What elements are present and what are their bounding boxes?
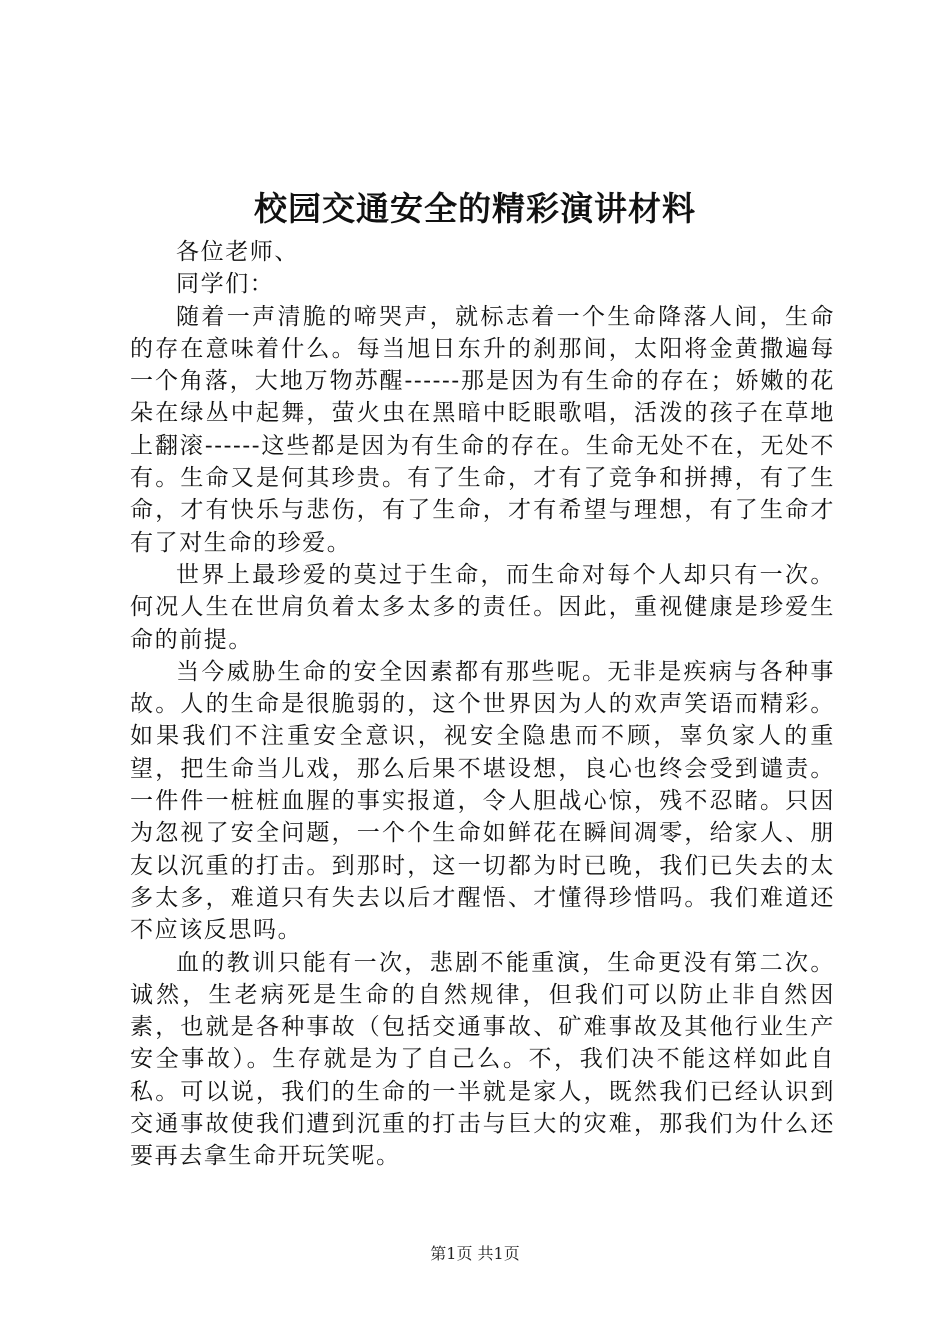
- body-paragraph-4: 血的教训只能有一次，悲剧不能重演，生命更没有第二次。诚然，生老病死是生命的自然规律，但我们可以防止非自然因素，也就是各种事故（包括交通事故、矿难事故及其他行业生产安全事故）。生存就是为了自己么。不，我们决不能这样如此自私。可以说，我们的生命的一半就是家人，既然我们已经认识到交通事故使我们遭到沉重的打击与巨大的灾难，那我们为什么还要再去拿生命开玩笑呢。: [130, 949, 835, 1170]
- body-paragraph-2: 世界上最珍爱的莫过于生命，而生命对每个人却只有一次。何况人生在世肩负着太多太多的责任。因此，重视健康是珍爱生命的前提。: [130, 561, 835, 653]
- document-body: [130, 236, 835, 1173]
- greeting-line-1: 各位老师、: [176, 239, 299, 265]
- document-title: 校园交通安全的精彩演讲材料: [254, 189, 696, 228]
- page-footer: 第1页 共1页: [430, 1244, 520, 1263]
- body-paragraph-1: 随着一声清脆的啼哭声，就标志着一个生命降落人间，生命的存在意味着什么。每当旭日东升的刹那间，太阳将金黄撒遍每一个角落，大地万物苏醒------那是因为有生命的存在；娇嫩的花朵在绿丛中起舞，萤火虫在黑暗中眨眼歌唱，活泼的孩子在草地上翻滚------这些都是因为有生命的存在。生命无处不在，无处不有。生命又是何其珍贵。有了生命，才有了竞争和拼搏，有了生命，才有快乐与悲伤，有了生命，才有希望与理想，有了生命才有了对生命的珍爱。: [130, 303, 835, 556]
- greeting-line-2: 同学们：: [176, 271, 275, 298]
- body-paragraph-3: 当今威胁生命的安全因素都有那些呢。无非是疾病与各种事故。人的生命是很脆弱的，这个世界因为人的欢声笑语而精彩。如果我们不注重安全意识，视安全隐患而不顾，辜负家人的重望，把生命当儿戏，那么后果不堪设想，良心也终会受到谴责。一件件一桩桩血腥的事实报道，令人胆战心惊，残不忍睹。只因为忽视了安全问题，一个个生命如鲜花在瞬间凋零，给家人、朋友以沉重的打击。到那时，这一切都为时已晚，我们已失去的太多太多，难道只有失去以后才醒悟、才懂得珍惜吗。我们难道还不应该反思吗。: [130, 658, 835, 944]
